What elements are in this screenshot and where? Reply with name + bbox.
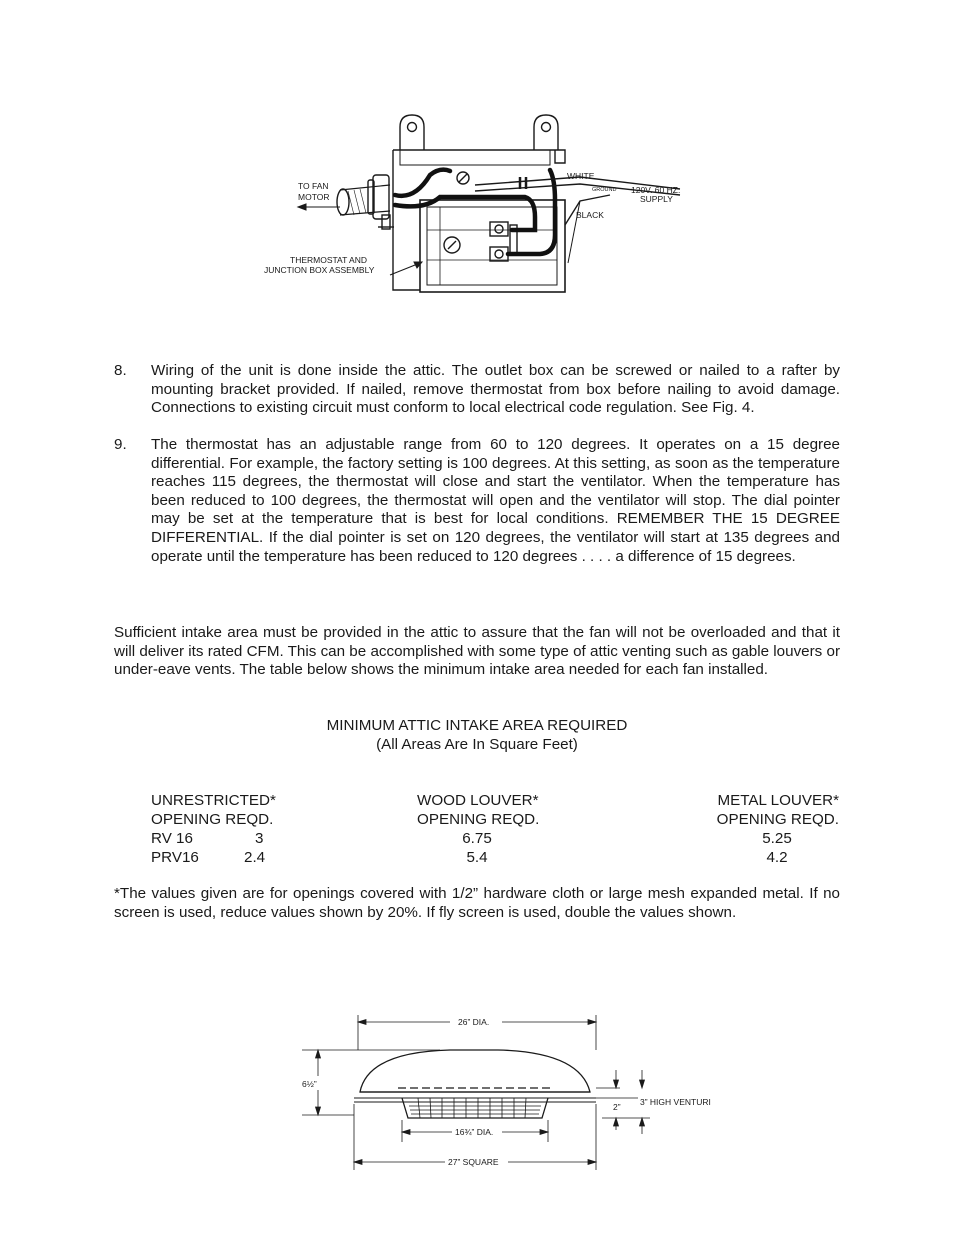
label-height: 6½” [302, 1079, 317, 1089]
item-8-text: Wiring of the unit is done inside the attic. The outlet box can be screwed or nailed to a rafter by mounting bracket provided. If nailed, remove thermostat from box before nailing to avoid damage. Connections to existing circuit must conform to local electrical code regulation. See Fig. 4. [151, 362, 840, 417]
header-metal-1: METAL LOUVER* [717, 792, 839, 809]
label-dia-inner: 16¾” DIA. [455, 1127, 494, 1137]
mounting-tab-left [400, 115, 424, 150]
thermostat-junction-box-figure [250, 105, 710, 320]
junction-box [420, 200, 565, 292]
label-black: BLACK [576, 210, 604, 220]
label-to-fan-1: TO FAN [298, 181, 329, 191]
row-wood: 6.75 [462, 830, 492, 847]
label-to-fan-2: MOTOR [298, 192, 330, 202]
mounting-tab-right [534, 115, 558, 150]
header-unrestricted-1: UNRESTRICTED* [151, 792, 276, 809]
label-venturi: 3” HIGH VENTURI [640, 1097, 711, 1107]
header-metal-2: OPENING REQD. [716, 811, 839, 828]
table-title: MINIMUM ATTIC INTAKE AREA REQUIRED [326, 717, 628, 734]
row-metal: 4.2 [766, 849, 788, 866]
row-model: RV 16 [151, 830, 193, 847]
table-subtitle: (All Areas Are In Square Feet) [376, 736, 578, 753]
item-9-text: The thermostat has an adjustable range from 60 to 120 degrees. It operates on a 15 degree differential. For example, the factory setting is 100 degrees. At this setting, as soon as the temperature reaches 115 degrees, the thermostat will close and start the ventilator. When the temperature has been reduced to 100 degrees, the thermostat will open and the ventilator will stop. The dial pointer may be set at the temperature that is best for local conditions. REMEMBER THE 15 DEGREE DIFFERENTIAL. If the dial pointer is set on 120 degrees, the ventilator will start at 135 degrees and operate until the temperature has been reduced to 120 degrees . . . . a difference of 15 degrees. [151, 436, 840, 565]
label-supply-1: 120V. 60 HZ. [631, 185, 681, 195]
row-wood: 5.4 [466, 849, 488, 866]
intake-paragraph: Sufficient intake area must be provided in the attic to assure that the fan will not be overloaded and that it will deliver its rated CFM. This can be accomplished with some type of attic venting such as gable louvers or under-eave vents. The table below shows the minimum intake area needed for each fan installed. [114, 624, 840, 679]
row-metal: 5.25 [762, 830, 792, 847]
ventilator-dimension-figure [290, 1010, 730, 1175]
label-ground: GROUND [592, 187, 617, 193]
label-venturi-gap: 2” [613, 1102, 621, 1112]
footnote: *The values given are for openings covered with 1/2” hardware cloth or large mesh expanded metal. If no screen is used, reduce values shown by 20%. If fly screen is used, double the values shown. [114, 885, 840, 921]
label-supply-2: SUPPLY [640, 194, 673, 204]
header-wood-2: OPENING REQD. [417, 811, 540, 828]
base-flange [354, 1098, 596, 1102]
item-8-number: 8. [114, 362, 127, 379]
item-9-number: 9. [114, 436, 127, 453]
label-white: WHITE [567, 171, 595, 181]
mounting-bracket [393, 150, 565, 290]
ventilator-dome [360, 1050, 590, 1092]
row-unrestricted: 2.4 [244, 849, 266, 866]
label-square: 27” SQUARE [448, 1157, 499, 1167]
header-unrestricted-2: OPENING REQD. [151, 811, 274, 828]
label-assembly-2: JUNCTION BOX ASSEMBLY [264, 265, 375, 275]
header-wood-1: WOOD LOUVER* [417, 792, 539, 809]
row-unrestricted: 3 [255, 830, 264, 847]
label-assembly-1: THERMOSTAT AND [290, 255, 367, 265]
row-model: PRV16 [151, 849, 199, 866]
label-dia-top: 26” DIA. [458, 1017, 490, 1027]
